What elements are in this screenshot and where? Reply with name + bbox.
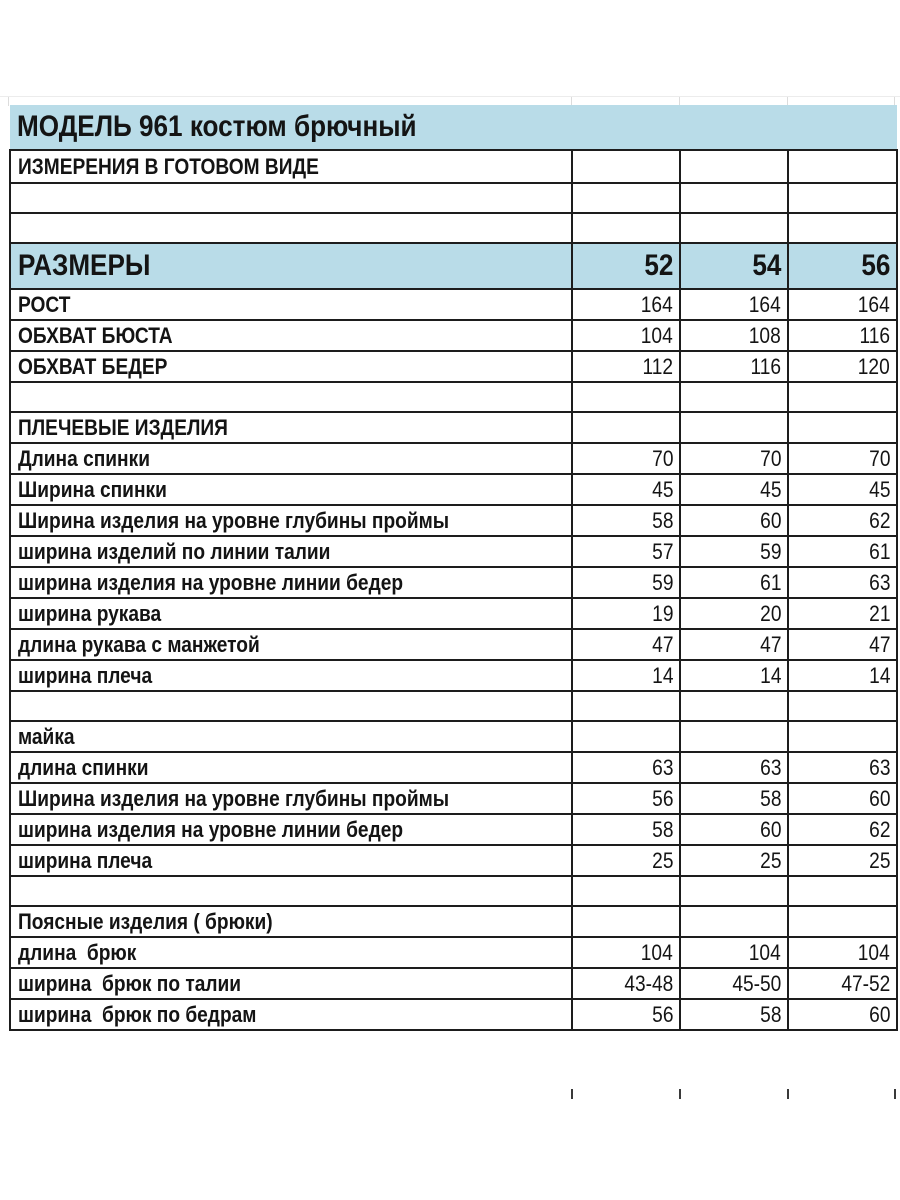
table-row-data xyxy=(10,474,897,505)
value-cell xyxy=(680,505,788,536)
row-label-cell xyxy=(10,213,572,243)
value-cell xyxy=(788,474,897,505)
value-cell xyxy=(788,567,897,598)
table-row-data xyxy=(10,660,897,691)
table-row-data xyxy=(10,351,897,382)
row-label-cell xyxy=(10,320,572,351)
value-cell xyxy=(788,213,897,243)
value-cell xyxy=(572,505,680,536)
value-cell xyxy=(572,876,680,906)
value-cell xyxy=(572,382,680,412)
value-cell xyxy=(680,443,788,474)
value-cell xyxy=(788,752,897,783)
value-cell xyxy=(572,629,680,660)
size-column-header-text: 54 xyxy=(751,249,781,282)
sizes-header-cell xyxy=(10,243,572,289)
row-label: ОБХВАТ БЮСТА xyxy=(18,322,173,348)
cell-value: 60 xyxy=(759,816,781,842)
value-cell xyxy=(788,783,897,814)
cell-value: 47 xyxy=(759,631,781,657)
row-label: ширина изделия на уровне линии бедер xyxy=(18,816,404,842)
value-cell xyxy=(680,289,788,320)
cell-value: 14 xyxy=(868,662,891,688)
row-label-cell xyxy=(10,968,572,999)
value-cell xyxy=(788,382,897,412)
row-label-cell xyxy=(10,999,572,1030)
value-cell xyxy=(680,691,788,721)
cell-value: 63 xyxy=(759,754,781,780)
row-label: ширина плеча xyxy=(18,847,153,873)
size-column-header-text: 56 xyxy=(860,249,891,282)
value-cell xyxy=(788,150,897,183)
value-cell xyxy=(572,814,680,845)
row-label: ОБХВАТ БЕДЕР xyxy=(18,353,168,379)
sizes-header-label: РАЗМЕРЫ xyxy=(18,249,151,282)
table-row-data xyxy=(10,783,897,814)
cell-value: 47 xyxy=(651,631,673,657)
cell-value: 58 xyxy=(759,1001,781,1027)
cell-value: 60 xyxy=(868,1001,891,1027)
value-cell xyxy=(788,412,897,443)
row-label: длина рукава с манжетой xyxy=(18,631,260,657)
row-label: РОСТ xyxy=(18,291,71,317)
value-cell xyxy=(572,213,680,243)
gridline-stub xyxy=(787,1089,789,1099)
cell-value: 63 xyxy=(868,754,891,780)
cell-value: 61 xyxy=(759,569,781,595)
cell-value: 47 xyxy=(868,631,891,657)
cell-value: 20 xyxy=(759,600,781,626)
value-cell xyxy=(572,660,680,691)
table-row-empty xyxy=(10,183,897,213)
row-label: ширина изделия на уровне линии бедер xyxy=(18,569,404,595)
row-label-cell xyxy=(10,906,572,937)
row-label: Поясные изделия ( брюки) xyxy=(18,908,273,934)
cell-value: 116 xyxy=(750,353,781,379)
cell-value: 14 xyxy=(759,662,781,688)
value-cell xyxy=(680,150,788,183)
row-label: ПЛЕЧЕВЫЕ ИЗДЕЛИЯ xyxy=(18,414,228,440)
table-row-data xyxy=(10,536,897,567)
cell-value: 112 xyxy=(642,353,673,379)
table-row-data xyxy=(10,443,897,474)
value-cell xyxy=(572,598,680,629)
value-cell xyxy=(788,937,897,968)
value-cell xyxy=(788,351,897,382)
table-row-data xyxy=(10,814,897,845)
value-cell xyxy=(680,999,788,1030)
value-cell xyxy=(788,691,897,721)
value-cell xyxy=(788,660,897,691)
cell-value: 61 xyxy=(868,538,891,564)
cell-value: 63 xyxy=(868,569,891,595)
cell-value: 59 xyxy=(759,538,781,564)
table-row-data xyxy=(10,320,897,351)
table-row-data xyxy=(10,937,897,968)
value-cell xyxy=(572,289,680,320)
cell-value: 104 xyxy=(749,939,781,965)
row-label-cell xyxy=(10,412,572,443)
row-label-cell xyxy=(10,289,572,320)
gridline-hint-row xyxy=(0,96,900,105)
value-cell xyxy=(788,845,897,876)
table-title-row xyxy=(10,105,897,150)
cell-value: 47-52 xyxy=(841,970,891,996)
value-cell xyxy=(572,183,680,213)
value-cell xyxy=(788,289,897,320)
table-row-section xyxy=(10,906,897,937)
row-label: Ширина спинки xyxy=(18,476,167,502)
value-cell xyxy=(572,412,680,443)
cell-value: 56 xyxy=(651,1001,673,1027)
value-cell xyxy=(572,474,680,505)
row-label-cell xyxy=(10,567,572,598)
size-chart-tbody xyxy=(10,105,897,1030)
table-row-data xyxy=(10,567,897,598)
cell-value: 62 xyxy=(868,816,891,842)
row-label: майка xyxy=(18,723,75,749)
value-cell xyxy=(572,351,680,382)
cell-value: 63 xyxy=(651,754,673,780)
table-row-subtitle xyxy=(10,150,897,183)
value-cell xyxy=(680,598,788,629)
row-label-cell xyxy=(10,814,572,845)
value-cell xyxy=(572,691,680,721)
row-label: ширина брюк по талии xyxy=(18,970,242,996)
value-cell xyxy=(680,351,788,382)
cell-value: 104 xyxy=(641,322,673,348)
row-label: ширина плеча xyxy=(18,662,153,688)
page-title: МОДЕЛЬ 961 костюм брючный xyxy=(17,110,417,143)
row-label: Ширина изделия на уровне глубины проймы xyxy=(18,507,450,533)
row-label: длина брюк xyxy=(18,939,137,965)
value-cell xyxy=(680,474,788,505)
value-cell xyxy=(572,721,680,752)
row-label-cell xyxy=(10,150,572,183)
row-label-cell xyxy=(10,660,572,691)
cell-value: 45 xyxy=(651,476,673,502)
value-cell xyxy=(680,721,788,752)
table-row-section xyxy=(10,412,897,443)
cell-value: 59 xyxy=(651,569,673,595)
value-cell xyxy=(788,598,897,629)
cell-value: 164 xyxy=(641,291,673,317)
table-row-data xyxy=(10,598,897,629)
row-label-cell xyxy=(10,876,572,906)
row-label: ИЗМЕРЕНИЯ В ГОТОВОМ ВИДЕ xyxy=(18,153,319,179)
cell-value: 45-50 xyxy=(732,970,781,996)
value-cell xyxy=(680,183,788,213)
table-row-data xyxy=(10,999,897,1030)
value-cell xyxy=(788,721,897,752)
row-label: Длина спинки xyxy=(18,445,150,471)
cell-value: 116 xyxy=(859,322,891,348)
cell-value: 62 xyxy=(868,507,891,533)
row-label-cell xyxy=(10,752,572,783)
value-cell xyxy=(788,999,897,1030)
cell-value: 25 xyxy=(868,847,891,873)
value-cell xyxy=(788,183,897,213)
cell-value: 70 xyxy=(868,445,891,471)
cell-value: 70 xyxy=(759,445,781,471)
cell-value: 45 xyxy=(759,476,781,502)
row-label-cell xyxy=(10,505,572,536)
cell-value: 164 xyxy=(749,291,781,317)
row-label-cell xyxy=(10,937,572,968)
value-cell xyxy=(788,505,897,536)
table-row-data xyxy=(10,968,897,999)
cell-value: 58 xyxy=(651,816,673,842)
cell-value: 25 xyxy=(651,847,673,873)
size-chart-table xyxy=(9,105,898,1031)
value-cell xyxy=(680,567,788,598)
value-cell xyxy=(680,382,788,412)
cell-value: 57 xyxy=(651,538,673,564)
value-cell xyxy=(788,968,897,999)
value-cell xyxy=(572,150,680,183)
value-cell xyxy=(680,629,788,660)
row-label-cell xyxy=(10,691,572,721)
table-title-cell xyxy=(10,105,897,150)
table-row-section xyxy=(10,721,897,752)
table-row-sizes xyxy=(10,243,897,289)
value-cell xyxy=(788,814,897,845)
row-label: ширина брюк по бедрам xyxy=(18,1001,257,1027)
value-cell xyxy=(680,876,788,906)
value-cell xyxy=(572,443,680,474)
row-label-cell xyxy=(10,783,572,814)
cell-value: 25 xyxy=(759,847,781,873)
table-row-empty xyxy=(10,382,897,412)
cell-value: 104 xyxy=(858,939,891,965)
value-cell xyxy=(788,536,897,567)
value-cell xyxy=(572,937,680,968)
value-cell xyxy=(788,320,897,351)
cell-value: 164 xyxy=(858,291,891,317)
gridline-stub xyxy=(894,1089,896,1099)
value-cell xyxy=(572,906,680,937)
value-cell xyxy=(680,412,788,443)
value-cell xyxy=(572,536,680,567)
table-row-data xyxy=(10,845,897,876)
table-row-data xyxy=(10,752,897,783)
value-cell xyxy=(572,783,680,814)
cell-value: 70 xyxy=(651,445,673,471)
row-label-cell xyxy=(10,443,572,474)
value-cell xyxy=(572,320,680,351)
row-label-cell xyxy=(10,382,572,412)
row-label-cell xyxy=(10,721,572,752)
table-row-empty xyxy=(10,213,897,243)
value-cell xyxy=(572,968,680,999)
row-label-cell xyxy=(10,536,572,567)
row-label-cell xyxy=(10,629,572,660)
cell-value: 60 xyxy=(868,785,891,811)
row-label: длина спинки xyxy=(18,754,149,780)
value-cell xyxy=(680,660,788,691)
value-cell xyxy=(680,783,788,814)
size-column-header xyxy=(788,243,897,289)
cell-value: 120 xyxy=(858,353,891,379)
value-cell xyxy=(680,845,788,876)
value-cell xyxy=(680,213,788,243)
cell-value: 45 xyxy=(868,476,891,502)
cell-value: 58 xyxy=(759,785,781,811)
cell-value: 108 xyxy=(749,322,781,348)
table-row-empty xyxy=(10,876,897,906)
row-label-cell xyxy=(10,474,572,505)
value-cell xyxy=(788,906,897,937)
table-row-data xyxy=(10,629,897,660)
value-cell xyxy=(788,443,897,474)
table-row-empty xyxy=(10,691,897,721)
cell-value: 104 xyxy=(641,939,673,965)
value-cell xyxy=(680,906,788,937)
size-column-header-text: 52 xyxy=(643,249,673,282)
value-cell xyxy=(680,937,788,968)
table-row-data xyxy=(10,505,897,536)
gridline-stub xyxy=(679,1089,681,1099)
value-cell xyxy=(680,814,788,845)
value-cell xyxy=(788,629,897,660)
table-row-data xyxy=(10,289,897,320)
value-cell xyxy=(680,320,788,351)
row-label: Ширина изделия на уровне глубины проймы xyxy=(18,785,450,811)
cell-value: 19 xyxy=(651,600,673,626)
value-cell xyxy=(572,567,680,598)
value-cell xyxy=(572,845,680,876)
row-label: ширина рукава xyxy=(18,600,162,626)
value-cell xyxy=(680,752,788,783)
row-label-cell xyxy=(10,845,572,876)
value-cell xyxy=(680,536,788,567)
value-cell xyxy=(680,968,788,999)
row-label-cell xyxy=(10,351,572,382)
cell-value: 14 xyxy=(651,662,673,688)
row-label-cell xyxy=(10,183,572,213)
size-column-header xyxy=(572,243,680,289)
value-cell xyxy=(788,876,897,906)
cell-value: 58 xyxy=(651,507,673,533)
size-column-header xyxy=(680,243,788,289)
row-label: ширина изделий по линии талии xyxy=(18,538,331,564)
value-cell xyxy=(572,999,680,1030)
value-cell xyxy=(572,752,680,783)
row-label-cell xyxy=(10,598,572,629)
cell-value: 60 xyxy=(759,507,781,533)
cell-value: 21 xyxy=(868,600,891,626)
cell-value: 43-48 xyxy=(624,970,673,996)
cell-value: 56 xyxy=(651,785,673,811)
gridline-stub xyxy=(571,1089,573,1099)
